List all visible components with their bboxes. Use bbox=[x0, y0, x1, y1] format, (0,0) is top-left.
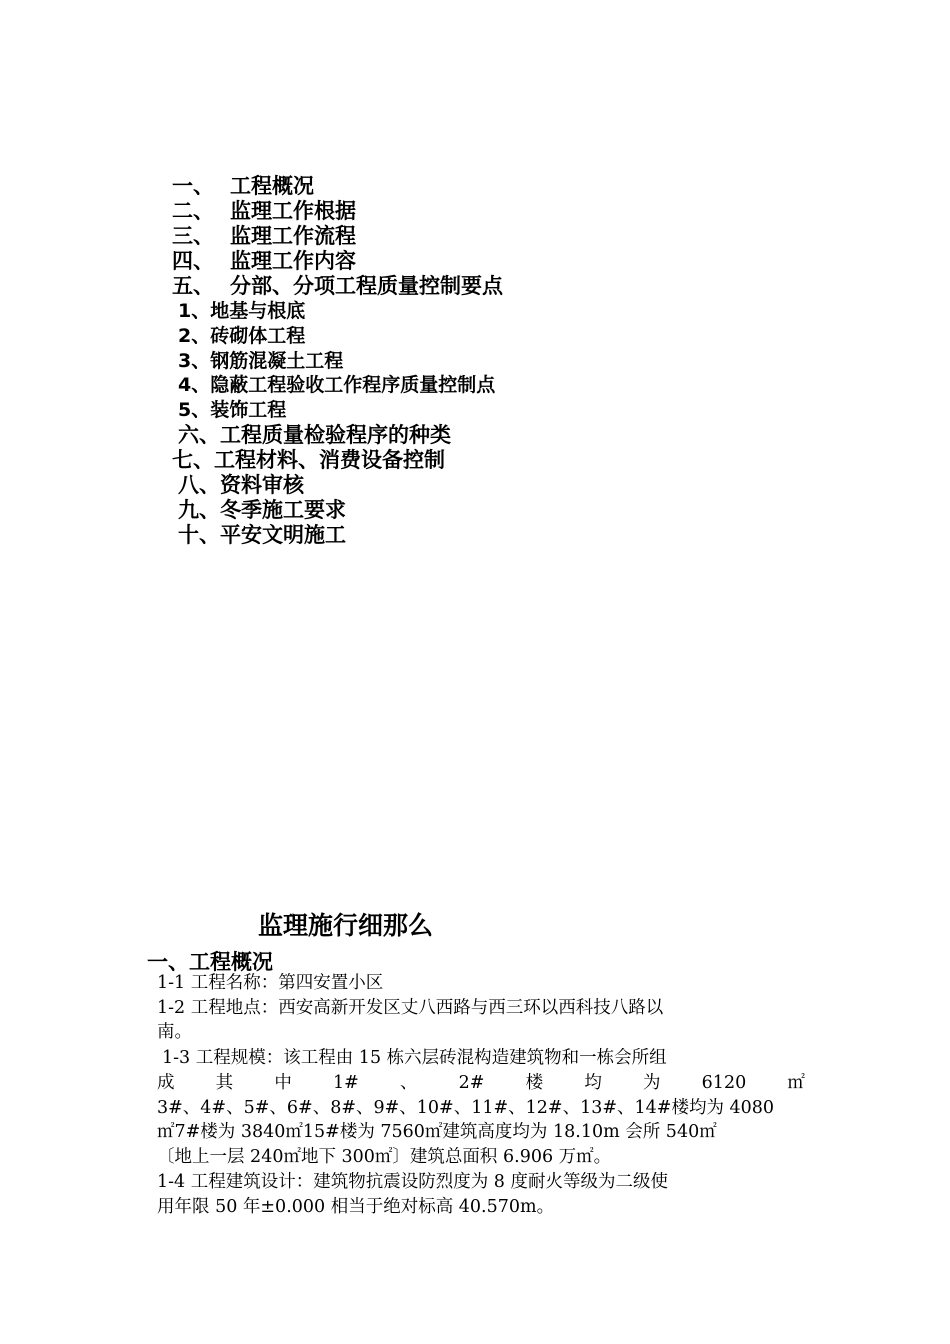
design-line: 1-4 工程建筑设计：建筑物抗震设防烈度为 8 度耐火等级为二级使 bbox=[157, 1172, 669, 1192]
toc-item-1 bbox=[172, 174, 314, 199]
toc-item-3 bbox=[172, 224, 356, 249]
project-location-line-cont: 南。 bbox=[157, 1022, 192, 1042]
toc-item-8: 八、资料审核 bbox=[178, 473, 304, 497]
project-scale-line-5: 〔地上一层 240㎡地下 300㎡〕建筑总面积 6.906 万㎡。 bbox=[157, 1147, 612, 1167]
toc-subitem-5: 5、装饰工程 bbox=[178, 399, 287, 421]
section-heading: 一、工程概况 bbox=[147, 950, 273, 974]
toc-item-number: 二、 bbox=[172, 199, 214, 223]
document-title: 监理施行细那么 bbox=[258, 911, 434, 940]
toc-item-4 bbox=[172, 249, 356, 274]
toc-item-label: 分部、分项工程质量控制要点 bbox=[230, 274, 503, 298]
project-scale-line-3: 3#、4#、5#、6#、8#、9#、10#、11#、12#、13#、14#楼均为 4080 bbox=[157, 1098, 775, 1118]
toc-item-label: 监理工作内容 bbox=[230, 249, 356, 273]
design-line-cont: 用年限 50 年±0.000 相当于绝对标高 40.570m。 bbox=[157, 1197, 555, 1217]
toc-item-number: 五、 bbox=[172, 274, 214, 298]
toc-item-label: 监理工作根据 bbox=[230, 199, 356, 223]
toc-subitem-2: 2、砖砌体工程 bbox=[178, 325, 306, 347]
toc-subitem-1: 1、地基与根底 bbox=[178, 300, 306, 322]
toc-item-6: 六、工程质量检验程序的种类 bbox=[178, 423, 451, 447]
toc-item-7: 七、工程材料、消费设备控制 bbox=[172, 448, 445, 472]
toc-item-number: 四、 bbox=[172, 249, 214, 273]
project-location-line: 1-2 工程地点：西安高新开发区丈八西路与西三环以西科技八路以 bbox=[157, 998, 664, 1018]
project-scale-line: 1-3 工程规模：该工程由 15 栋六层砖混构造建筑物和一栋会所组 bbox=[162, 1048, 667, 1068]
toc-subitem-3: 3、钢筋混凝土工程 bbox=[178, 350, 344, 372]
toc-item-number: 一、 bbox=[172, 174, 214, 198]
toc-item-label: 工程概况 bbox=[230, 174, 314, 198]
toc-item-10: 十、平安文明施工 bbox=[178, 523, 346, 547]
toc-item-5 bbox=[172, 274, 503, 299]
toc-item-2 bbox=[172, 199, 356, 224]
project-name-line: 1-1 工程名称：第四安置小区 bbox=[157, 973, 384, 993]
project-scale-line-justified: 成 其 中 1# 、 2# 楼 均 为 6120 ㎡ bbox=[157, 1073, 805, 1093]
project-scale-line-4: ㎡7#楼为 3840㎡15#楼为 7560㎡建筑高度均为 18.10m 会所 540㎡ bbox=[157, 1122, 717, 1142]
toc-item-9: 九、冬季施工要求 bbox=[178, 498, 346, 522]
toc-subitem-4: 4、隐蔽工程验收工作程序质量控制点 bbox=[178, 374, 496, 396]
toc-item-label: 监理工作流程 bbox=[230, 224, 356, 248]
toc-item-number: 三、 bbox=[172, 224, 214, 248]
